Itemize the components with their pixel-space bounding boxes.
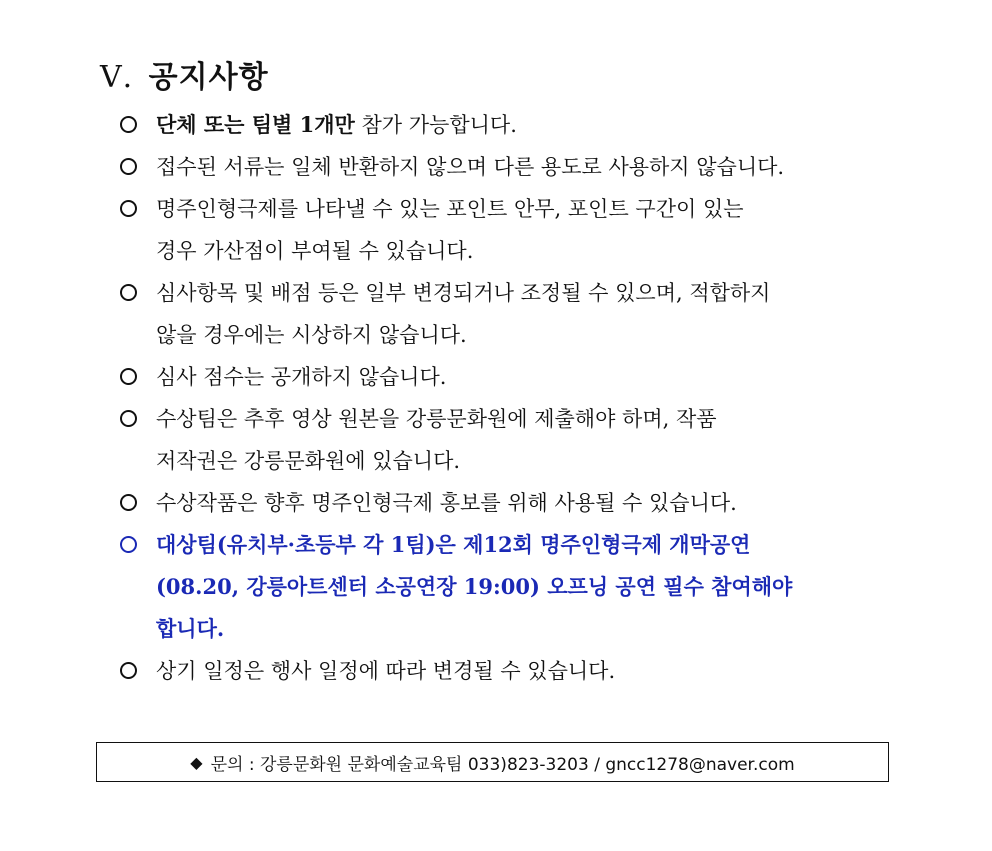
circle-bullet-icon <box>120 158 137 175</box>
notice-item <box>118 356 938 398</box>
notice-text: 합니다. <box>156 616 225 641</box>
diamond-icon: ◆ <box>190 752 203 772</box>
notice-text: 심사 점수는 공개하지 않습니다. <box>156 365 447 389</box>
circle-bullet-icon <box>120 410 137 427</box>
contact-box <box>96 742 889 782</box>
contact-text: 문의 : 강릉문화원 문화예술교육팀 033)823-3203 / gncc1278@naver.com <box>210 754 795 775</box>
notice-text: 않을 경우에는 시상하지 않습니다. <box>156 323 467 347</box>
section-numeral: Ⅴ. <box>100 60 134 95</box>
notice-text: 대상팀(유치부·초등부 각 1팀)은 제12회 명주인형극제 개막공연 <box>156 532 751 557</box>
section-title: 공지사항 <box>148 60 269 95</box>
notice-text: 접수된 서류는 일체 반환하지 않으며 다른 용도로 사용하지 않습니다. <box>156 155 785 179</box>
notice-text: 상기 일정은 행사 일정에 따라 변경될 수 있습니다. <box>156 659 616 683</box>
notice-text: 저작권은 강릉문화원에 있습니다. <box>156 449 461 473</box>
notice-text: 수상작품은 향후 명주인형극제 홍보를 위해 사용될 수 있습니다. <box>156 491 737 515</box>
notice-list <box>118 104 938 692</box>
notice-item <box>118 188 938 272</box>
circle-bullet-icon <box>120 536 137 553</box>
notice-text: 경우 가산점이 부여될 수 있습니다. <box>156 239 474 263</box>
notice-item <box>118 146 938 188</box>
circle-bullet-icon <box>120 662 137 679</box>
circle-bullet-icon <box>120 494 137 511</box>
circle-bullet-icon <box>120 116 137 133</box>
circle-bullet-icon <box>120 200 137 217</box>
notice-item <box>118 650 938 692</box>
circle-bullet-icon <box>120 368 137 385</box>
notice-item <box>118 272 938 356</box>
notice-item <box>118 398 938 482</box>
notice-item-highlight <box>118 524 938 650</box>
notice-text: (08.20, 강릉아트센터 소공연장 19:00) 오프닝 공연 필수 참여해야 <box>156 574 793 599</box>
notice-text: 심사항목 및 배점 등은 일부 변경되거나 조정될 수 있으며, 적합하지 <box>156 281 771 305</box>
notice-item <box>118 482 938 524</box>
notice-text: 참가 가능합니다. <box>354 113 517 137</box>
circle-bullet-icon <box>120 284 137 301</box>
notice-text: 명주인형극제를 나타낼 수 있는 포인트 안무, 포인트 구간이 있는 <box>156 197 744 221</box>
notice-item <box>118 104 938 146</box>
notice-bold-text: 단체 또는 팀별 1개만 <box>156 112 355 137</box>
section-heading <box>100 52 269 96</box>
notice-text: 수상팀은 추후 영상 원본을 강릉문화원에 제출해야 하며, 작품 <box>156 407 717 431</box>
